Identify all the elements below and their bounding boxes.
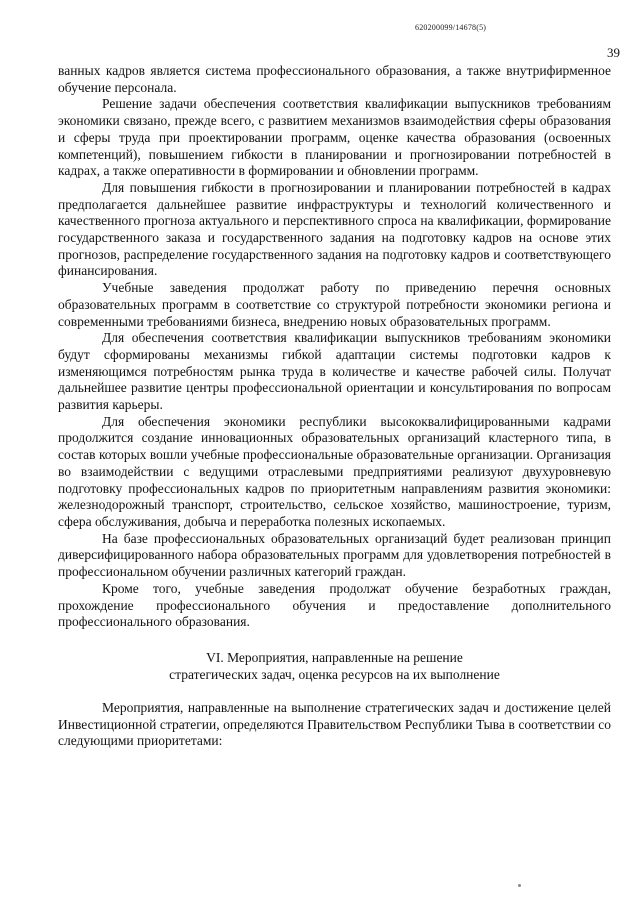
- paragraph: Кроме того, учебные заведения продолжат обучение безработных граждан, прохождение профессионального обучения и предоставление дополнительного профессионального образования.: [58, 580, 611, 630]
- page-number: 39: [607, 45, 620, 60]
- paragraph: ванных кадров является система профессионального образования, а также внутрифирменное обучение персонала.: [58, 63, 611, 95]
- paragraph: Решение задачи обеспечения соответствия квалификации выпускников требованиям экономики связано, прежде всего, с развитием механизмов взаимодействия сферы образования и сферы труда при проектировании программ, оценке качества образования (освоенных компетенций), повышением гибкости в планировании и прогнозировании потребностей в кадрах, а также оперативности в формировании и обновлении программ.: [58, 96, 611, 179]
- paragraph: Для обеспечения экономики республики высококвалифицированными кадрами продолжится создание инновационных образовательных организаций кластерного типа, в состав которых вошли учебные профессиональные образовательные организации. Организация во взаимодействии с ведущими отраслевыми предприятиями реализуют двухуровневую подготовку профессиональных кадров по приоритетным направлениям развития экономики: железнодорожный транспорт, строительство, сельское хозяйство, машиностроение, туризм, сфера обслуживания, добыча и переработка полезных ископаемых.: [58, 413, 611, 529]
- section-heading-line: VI. Мероприятия, направленные на решение: [206, 649, 463, 665]
- paragraph: На базе профессиональных образовательных организаций будет реализован принцип диверсифицированного набора образовательных программ для удовлетворения потребностей в профессиональном обучении различных категорий граждан.: [58, 530, 611, 580]
- section-heading: [58, 649, 611, 683]
- paragraph: Учебные заведения продолжат работу по приведению перечня основных образовательных программ в соответствие со структурой потребности экономики региона и современными требованиями бизнеса, внедрению новых образовательных программ.: [58, 280, 611, 329]
- paragraph: Для повышения гибкости в прогнозировании и планировании потребностей в кадрах предполагается дальнейшее развитие инфраструктуры и технологий количественного и качественного прогноза актуального и перспективного спроса на квалификации, формирование государственного заказа и государственного задания на подготовку кадров на основе этих прогнозов, распределение государственного задания на подготовку кадров и соответствующего финансирования.: [58, 179, 611, 279]
- scan-speck: [518, 884, 521, 887]
- paragraph: Мероприятия, направленные на выполнение стратегических задач и достижение целей Инвестиционной стратегии, определяются Правительством Республики Тыва в соответствии со следующими приоритетами:: [58, 699, 611, 749]
- document-code: 620200099/14678(5): [415, 23, 487, 32]
- document-body: [58, 63, 611, 750]
- paragraph: Для обеспечения соответствия квалификации выпускников требованиям экономики будут сформированы механизмы гибкой адаптации системы подготовки кадров к изменяющимся потребностям рынка труда в количестве и качестве рабочей силы. Получат дальнейшее развитие центры профессиональной ориентации и консультирования по вопросам развития карьеры.: [58, 330, 611, 413]
- section-heading-line: стратегических задач, оценка ресурсов на их выполнение: [169, 666, 500, 682]
